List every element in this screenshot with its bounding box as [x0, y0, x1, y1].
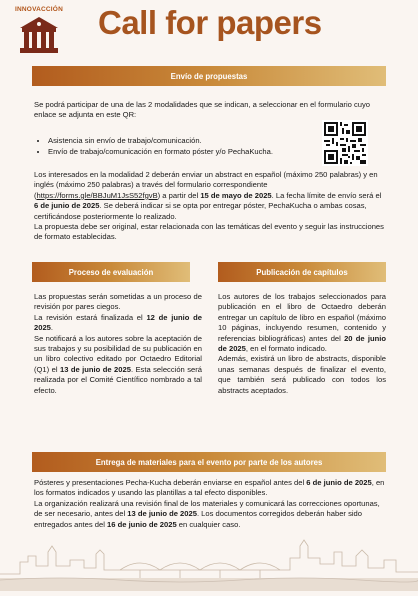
- bullet-item: • Envío de trabajo/comunicación en formato póster y/o PechaKucha.: [48, 147, 318, 157]
- entrega-p2-a: La organización realizará una revisión final de los materiales y comunicará las correcciones oportunas, de ser necesario, antes del: [34, 498, 380, 519]
- envio-date-deadline: 6 de junio de 2025: [34, 201, 100, 211]
- entrega-p2-b: . Los documentos corregidos deberán haber sido entregados antes del: [34, 509, 362, 529]
- envio-intro: Se podrá participar de una de las 2 modalidades que se indican, a seleccionar en el formulario cuyo enlace se adjunta en este QR:: [34, 100, 371, 120]
- envio-p2-b: ) a partir del: [157, 190, 201, 200]
- page-title: Call for papers: [98, 4, 322, 41]
- evaluacion-body: [34, 292, 202, 396]
- evaluacion-date: 12 de junio de 2025: [34, 312, 202, 333]
- notificacion-date: 13 de junio de 2025: [59, 364, 131, 374]
- envio-p2-d: . Se deberá indicar si se opta por entregar póster, PechaKucha o ambas cosas, certificándose posteriormente lo realizado.: [34, 201, 367, 221]
- entrega-date: 6 de junio de 2025: [306, 478, 372, 487]
- evaluacion-p3-b: . Esta selección será realizada por el Comité Científico nombrado a tal efecto.: [34, 364, 202, 395]
- city-skyline-icon: [0, 516, 418, 591]
- capitulo-date: 20 de junio de 2025: [218, 333, 386, 354]
- logo-text: INNOVACCIÓN: [15, 6, 63, 13]
- evaluacion-p2-b: .: [50, 323, 54, 333]
- bullet-item: • Asistencia sin envío de trabajo/comunicación.: [48, 136, 318, 146]
- entrega-p2-c: en cualquier caso.: [176, 519, 241, 529]
- envio-p2-a: Los interesados en la modalidad 2 deberán enviar un abstract en español (máximo 250 palabras) y en inglés (máximo 250 palabras) a través del formulario correspondiente (: [34, 170, 378, 200]
- evaluacion-p2-a: La revisión estará finalizada el: [34, 312, 147, 322]
- final-date: 16 de junio de 2025: [107, 519, 177, 529]
- envio-details: [34, 170, 386, 243]
- section-heading-publicacion: Publicación de capítulos: [218, 262, 386, 282]
- envio-p3: La propuesta debe ser original, estar relacionada con las temáticas del evento y seguir las instrucciones de formato establecidas.: [34, 222, 384, 242]
- envio-date-start: 15 de mayo de 2025: [200, 190, 272, 200]
- section-heading-envio: Envío de propuestas: [32, 66, 386, 86]
- entrega-p1-b: , en los formatos indicados y usando las plantillas a tal efecto disponibles.: [34, 478, 385, 498]
- event-logo: [8, 6, 70, 54]
- qr-code-icon[interactable]: [322, 120, 368, 166]
- section-heading-evaluacion: Proceso de evaluación: [32, 262, 190, 282]
- evaluacion-p1: Las propuestas serán sometidas a un proceso de revisión por pares ciegos.: [34, 292, 202, 312]
- building-icon: [18, 16, 60, 54]
- publicacion-body: [218, 292, 386, 396]
- form-link[interactable]: https://forms.gle/BBJuM1JsS52fgvB: [36, 190, 158, 200]
- section-heading-entrega: Entrega de materiales para el evento por parte de los autores: [32, 452, 386, 472]
- envio-bullets: [36, 136, 318, 159]
- correcciones-date: 13 de junio de 2025: [127, 509, 197, 519]
- envio-p2-c: . La fecha límite de envío será el: [271, 190, 382, 200]
- publicacion-p2: Además, existirá un libro de abstracts, disponible unas semanas después de finalizar el evento, que también será publicado con todos los abstracts aceptados.: [218, 354, 386, 395]
- evaluacion-p3-a: Se notificará a los autores sobre la aceptación de sus trabajos y su posibilidad de su publicación en un libro colectivo editado por Octaedro Editorial (Q1) el: [34, 333, 202, 374]
- publicacion-p1-a: Los autores de los trabajos seleccionados para publicación en el libro de Octaedro deberán entregar un capítulo de libro en español (máximo 10 páginas, incluyendo resumen, contenido y referencias bibliográficas) antes del: [218, 292, 386, 343]
- publicacion-p1-b: , en el formato indicado.: [245, 344, 327, 354]
- entrega-p1-a: Pósteres y presentaciones Pecha-Kucha deberán enviarse en español antes del: [34, 478, 307, 487]
